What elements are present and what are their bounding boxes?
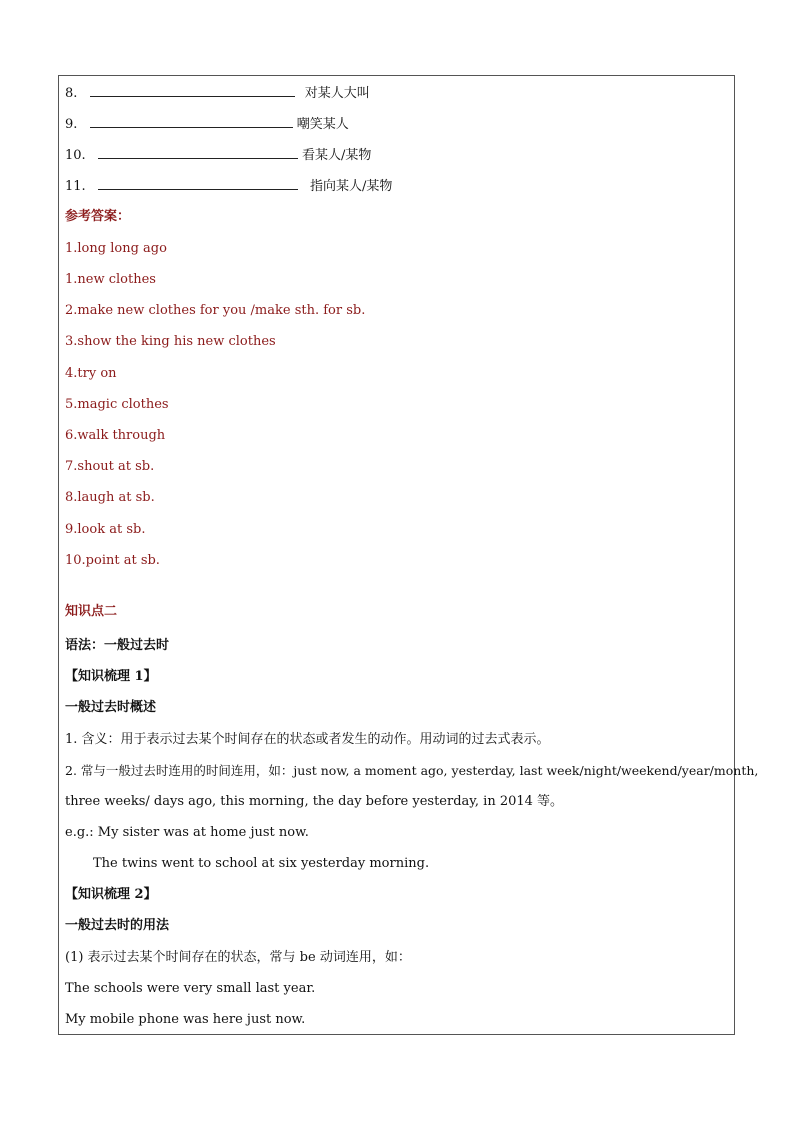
example-sentence: My mobile phone was here just now. [65,1012,306,1027]
answer-item: 2.make new clothes for you /make sth. for sb. [65,303,366,318]
section-title: 知识点二 [65,604,118,619]
overview-heading: 一般过去时概述 [65,700,157,715]
exercise-prompt: 看某人/某物 [301,148,372,163]
usage-rule-1: (1) 表示过去某个时间存在的状态，常与 be 动词连用，如： [65,950,411,965]
exercise-item-11 [65,178,392,195]
answer-item: 7.shout at sb. [65,459,155,474]
answer-item: 1.long long ago [65,241,167,256]
answer-item: 1.new clothes [65,272,156,287]
answer-blank[interactable] [90,85,295,97]
answer-blank[interactable] [90,116,293,128]
exercise-number: 8. [65,86,78,101]
answer-item: 9.look at sb. [65,522,146,537]
example-sentence: e.g.: My sister was at home just now. [65,825,309,840]
time-words-paragraph: 2. 常与一般过去时连用的时间连用，如：just now, a moment ago, yesterday, last week/night/weekend/year/month, [65,763,759,778]
usage-heading: 一般过去时的用法 [65,918,170,933]
exercise-prompt: 嘲笑某人 [296,117,349,132]
exercise-item-8 [65,85,370,102]
exercise-item-9 [65,116,349,133]
example-sentence: The schools were very small last year. [65,981,316,996]
answer-blank[interactable] [98,178,298,190]
knowledge-card-1: 【知识梳理 1】 [65,669,157,684]
knowledge-card-2: 【知识梳理 2】 [65,887,157,902]
exercise-item-10 [65,147,371,164]
answer-item: 3.show the king his new clothes [65,334,276,349]
answer-item: 4.try on [65,366,117,381]
exercise-number: 9. [65,117,78,132]
answer-item: 10.point at sb. [65,553,160,568]
answers-heading: 参考答案： [65,209,131,224]
definition-paragraph: 1. 含义：用于表示过去某个时间存在的状态或者发生的动作。用动词的过去式表示。 [65,732,550,747]
answer-item: 6.walk through [65,428,166,443]
answer-item: 8.laugh at sb. [65,490,155,505]
exercise-prompt: 对某人大叫 [304,86,370,101]
answer-blank[interactable] [98,147,298,159]
example-sentence: The twins went to school at six yesterday morning. [93,856,430,871]
time-words-paragraph-cont: three weeks/ days ago, this morning, the day before yesterday, in 2014 等。 [65,794,564,809]
exercise-number: 10. [65,148,86,163]
answer-item: 5.magic clothes [65,397,169,412]
exercise-prompt: 指向某人/某物 [309,179,393,194]
exercise-number: 11. [65,179,86,194]
grammar-heading: 语法：一般过去时 [65,638,170,653]
